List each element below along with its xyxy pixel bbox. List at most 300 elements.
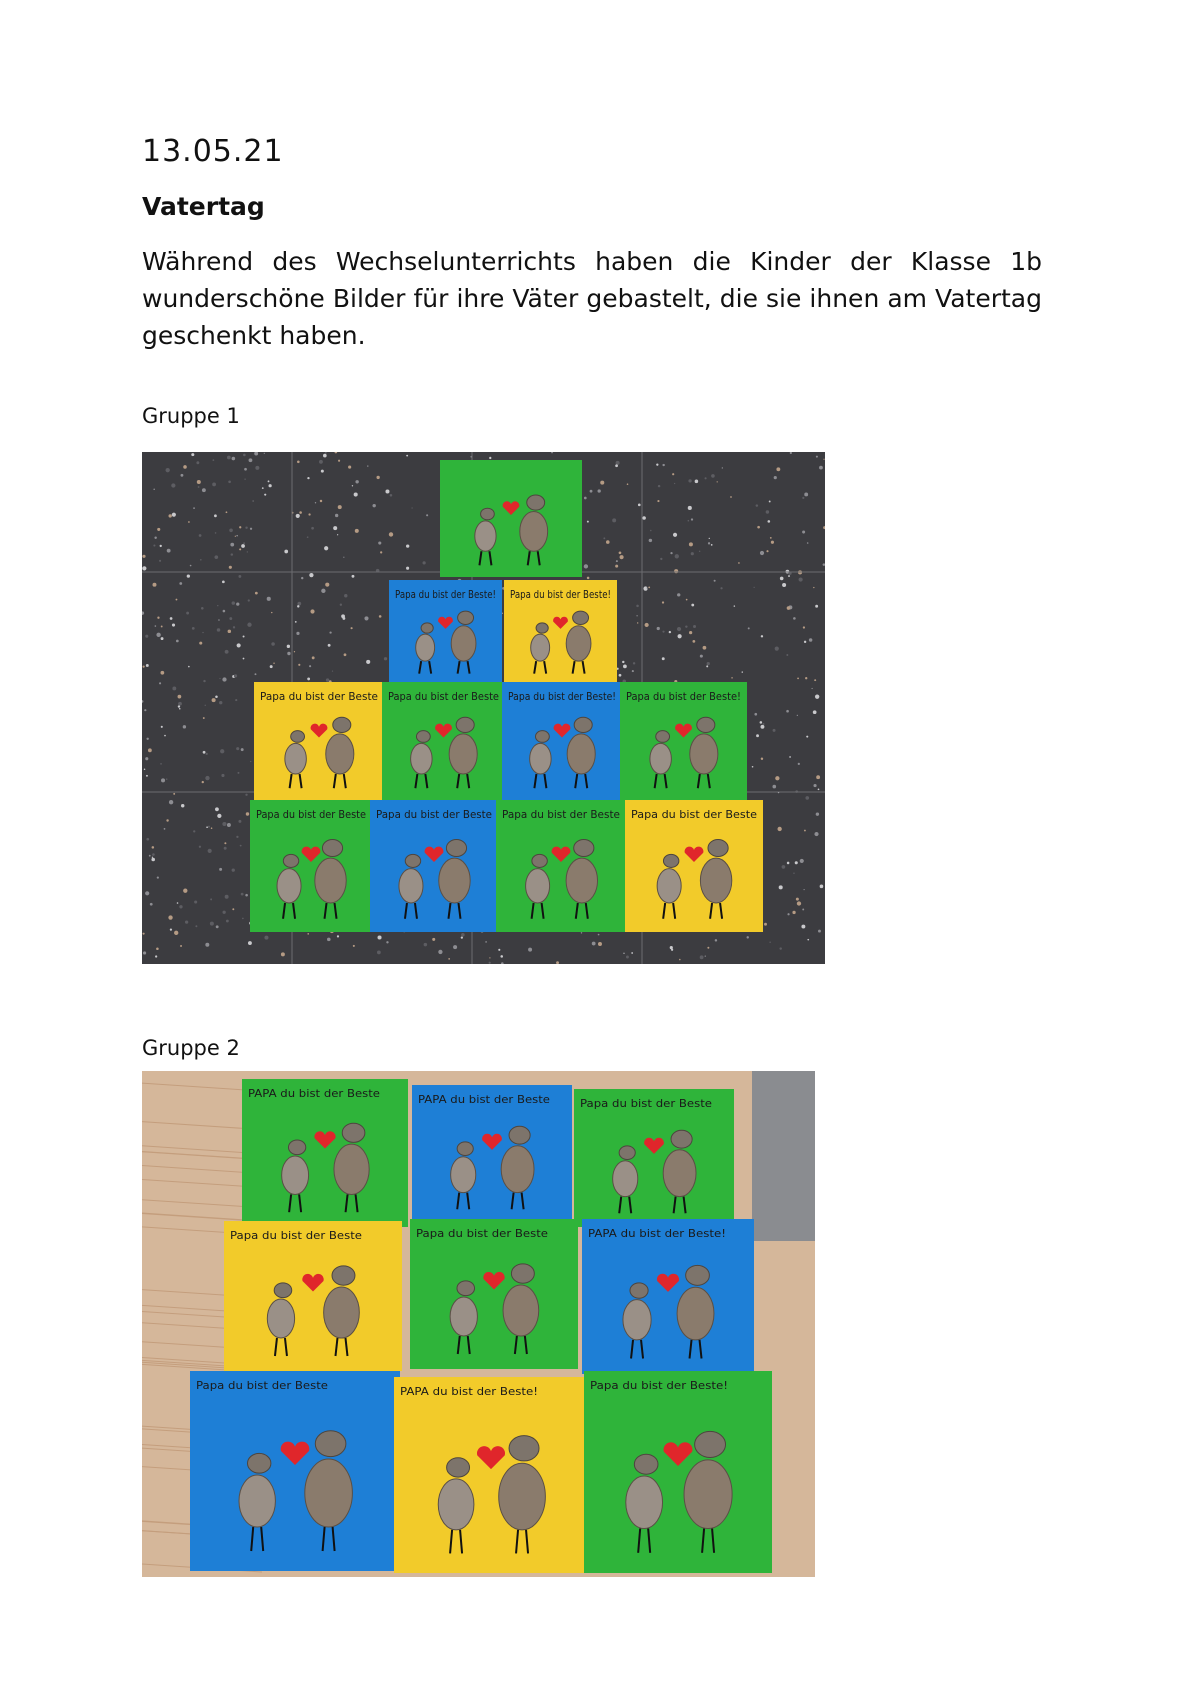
floor-speckle bbox=[761, 758, 763, 760]
floor-speckle bbox=[172, 623, 175, 626]
floor-speckle bbox=[268, 480, 270, 482]
floor-speckle bbox=[168, 514, 171, 517]
floor-speckle bbox=[264, 936, 268, 940]
floor-speckle bbox=[245, 894, 248, 897]
stone-head bbox=[248, 1453, 271, 1473]
stone-head bbox=[332, 1266, 355, 1285]
floor-speckle bbox=[779, 885, 783, 889]
tile-handwriting: Papa du bist der Beste bbox=[388, 690, 500, 703]
floor-speckle bbox=[615, 464, 618, 467]
tile-background bbox=[410, 1219, 578, 1369]
painted-tile bbox=[254, 682, 384, 800]
floor-speckle bbox=[250, 528, 252, 530]
floor-speckle bbox=[201, 607, 204, 610]
floor-speckle bbox=[787, 913, 789, 915]
floor-speckle bbox=[232, 868, 235, 871]
floor-speckle bbox=[815, 695, 819, 699]
floor-speckle bbox=[199, 534, 202, 537]
floor-speckle bbox=[782, 583, 786, 587]
stone-body bbox=[411, 743, 432, 774]
stone-head bbox=[291, 731, 305, 743]
floor-speckle bbox=[647, 587, 648, 588]
stone-head bbox=[458, 611, 474, 624]
floor-speckle bbox=[183, 889, 187, 893]
floor-speckle bbox=[633, 662, 635, 664]
floor-speckle bbox=[250, 761, 251, 762]
floor-speckle bbox=[656, 464, 658, 466]
floor-speckle bbox=[157, 617, 159, 619]
floor-speckle bbox=[228, 630, 231, 633]
floor-speckle bbox=[183, 465, 187, 469]
floor-speckle bbox=[747, 936, 749, 938]
floor-speckle bbox=[688, 506, 692, 510]
floor-speckle bbox=[385, 489, 389, 493]
floor-speckle bbox=[215, 807, 219, 811]
floor-speckle bbox=[152, 846, 155, 849]
floor-speckle bbox=[312, 656, 315, 659]
stone-body bbox=[690, 734, 718, 774]
floor-speckle bbox=[166, 468, 170, 472]
floor-speckle bbox=[711, 544, 713, 546]
floor-speckle bbox=[234, 674, 237, 677]
floor-speckle bbox=[645, 623, 649, 627]
stone-body bbox=[334, 1144, 369, 1194]
floor-speckle bbox=[426, 514, 428, 516]
floor-speckle bbox=[649, 539, 652, 542]
floor-speckle bbox=[378, 935, 382, 939]
floor-speckle bbox=[179, 905, 182, 908]
floor-speckle bbox=[308, 513, 310, 515]
floor-speckle bbox=[307, 536, 309, 538]
stone-body bbox=[324, 1287, 360, 1338]
stone-body bbox=[677, 1287, 714, 1340]
floor-speckle bbox=[273, 663, 274, 664]
floor-speckle bbox=[772, 785, 776, 789]
floor-speckle bbox=[390, 494, 393, 497]
floor-speckle bbox=[297, 602, 301, 606]
floor-speckle bbox=[191, 453, 194, 456]
floor-speckle bbox=[229, 529, 233, 533]
floor-speckle bbox=[194, 900, 197, 903]
floor-speckle bbox=[155, 625, 157, 627]
painted-tile bbox=[410, 1219, 578, 1369]
floor-speckle bbox=[814, 679, 816, 681]
floor-speckle bbox=[309, 665, 311, 667]
floor-speckle bbox=[769, 501, 771, 503]
floor-speckle bbox=[159, 560, 161, 562]
floor-speckle bbox=[161, 726, 163, 728]
floor-speckle bbox=[802, 531, 805, 534]
floor-speckle bbox=[804, 641, 806, 643]
tile-background bbox=[584, 1371, 772, 1573]
floor-speckle bbox=[818, 930, 821, 933]
floor-speckle bbox=[364, 616, 368, 620]
floor-speckle bbox=[284, 550, 288, 554]
floor-speckle bbox=[232, 908, 234, 910]
floor-speckle bbox=[798, 763, 800, 765]
floor-speckle bbox=[202, 781, 204, 783]
floor-speckle bbox=[325, 583, 329, 587]
floor-speckle bbox=[206, 753, 208, 755]
tile-handwriting: Papa du bist der Beste! bbox=[395, 588, 496, 601]
floor-speckle bbox=[183, 725, 186, 728]
stone-head bbox=[574, 717, 592, 732]
floor-speckle bbox=[166, 778, 168, 780]
floor-speckle bbox=[438, 950, 442, 954]
floor-speckle bbox=[229, 566, 232, 569]
floor-speckle bbox=[366, 660, 370, 664]
floor-speckle bbox=[307, 477, 309, 479]
stone-head bbox=[481, 508, 495, 520]
painted-tile bbox=[382, 682, 505, 800]
tile-background bbox=[190, 1371, 400, 1571]
tile-background bbox=[440, 460, 582, 577]
floor-speckle bbox=[662, 464, 664, 466]
floor-speckle bbox=[142, 555, 145, 558]
floor-speckle bbox=[146, 738, 148, 740]
floor-speckle bbox=[807, 542, 809, 544]
stone-body bbox=[416, 634, 435, 661]
floor-speckle bbox=[219, 701, 222, 704]
floor-speckle bbox=[226, 511, 228, 513]
floor-speckle bbox=[623, 664, 627, 668]
floor-speckle bbox=[379, 615, 382, 618]
floor-speckle bbox=[354, 492, 358, 496]
floor-speckle bbox=[143, 933, 145, 935]
tile-handwriting: PAPA du bist der Beste bbox=[248, 1087, 381, 1100]
stone-head bbox=[333, 717, 351, 732]
floor-speckle bbox=[384, 657, 387, 660]
floor-speckle bbox=[752, 766, 754, 768]
floor-speckle bbox=[171, 483, 175, 487]
floor-speckle bbox=[247, 623, 251, 627]
floor-speckle bbox=[239, 526, 241, 528]
floor-speckle bbox=[244, 468, 247, 471]
floor-speckle bbox=[202, 632, 203, 633]
floor-speckle bbox=[212, 698, 216, 702]
floor-speckle bbox=[715, 939, 717, 941]
floor-speckle bbox=[786, 654, 788, 656]
floor-speckle bbox=[145, 891, 149, 895]
floor-speckle bbox=[528, 948, 532, 952]
floor-speckle bbox=[662, 601, 664, 603]
floor-speckle bbox=[328, 644, 331, 647]
floor-speckle bbox=[797, 715, 798, 716]
floor-speckle bbox=[376, 476, 379, 479]
floor-speckle bbox=[337, 935, 339, 937]
stone-head bbox=[708, 839, 728, 856]
floor-speckle bbox=[423, 561, 426, 564]
floor-speckle bbox=[190, 565, 192, 567]
floor-speckle bbox=[432, 938, 435, 941]
floor-speckle bbox=[693, 625, 696, 628]
floor-speckle bbox=[818, 788, 820, 790]
floor-speckle bbox=[592, 942, 596, 946]
floor-speckle bbox=[584, 497, 587, 500]
stone-head bbox=[535, 731, 549, 743]
tile-handwriting: Papa du bist der Beste bbox=[260, 690, 379, 703]
painted-tile bbox=[394, 1377, 588, 1573]
floor-speckle bbox=[329, 631, 331, 633]
floor-speckle bbox=[771, 541, 774, 544]
floor-speckle bbox=[738, 562, 740, 564]
floor-speckle bbox=[321, 589, 325, 593]
painted-tile bbox=[412, 1085, 572, 1223]
floor-speckle bbox=[343, 557, 344, 558]
floor-speckle bbox=[792, 911, 795, 914]
floor-speckle bbox=[150, 903, 153, 906]
group-2-caption: Gruppe 2 bbox=[142, 1036, 240, 1060]
stone-head bbox=[322, 839, 342, 856]
floor-speckle bbox=[612, 518, 616, 522]
floor-speckle bbox=[598, 489, 601, 492]
group-2-photo bbox=[142, 1071, 815, 1577]
floor-speckle bbox=[164, 735, 166, 737]
floor-speckle bbox=[787, 862, 790, 865]
floor-speckle bbox=[195, 925, 197, 927]
floor-speckle bbox=[228, 480, 231, 483]
floor-speckle bbox=[217, 628, 220, 631]
floor-speckle bbox=[199, 642, 202, 645]
floor-speckle bbox=[202, 488, 206, 492]
floor-speckle bbox=[232, 601, 235, 604]
floor-speckle bbox=[780, 577, 784, 581]
tile-handwriting: PAPA du bist der Beste bbox=[418, 1093, 551, 1106]
floor-speckle bbox=[793, 617, 796, 620]
floor-speckle bbox=[243, 454, 246, 457]
tile-background bbox=[394, 1377, 588, 1573]
floor-speckle bbox=[297, 461, 300, 464]
floor-speckle bbox=[172, 513, 176, 517]
floor-speckle bbox=[225, 650, 229, 654]
floor-speckle bbox=[674, 483, 675, 484]
floor-speckle bbox=[161, 637, 164, 640]
floor-speckle bbox=[148, 748, 152, 752]
floor-speckle bbox=[178, 705, 180, 707]
floor-speckle bbox=[717, 481, 718, 482]
floor-speckle bbox=[271, 642, 275, 646]
floor-speckle bbox=[774, 476, 777, 479]
floor-speckle bbox=[236, 836, 238, 838]
floor-speckle bbox=[326, 678, 329, 681]
stone-body bbox=[566, 858, 597, 903]
floor-speckle bbox=[389, 532, 393, 536]
floor-speckle bbox=[196, 461, 199, 464]
floor-speckle bbox=[255, 466, 259, 470]
floor-speckle bbox=[210, 922, 214, 926]
floor-speckle bbox=[297, 605, 299, 607]
floor-speckle bbox=[267, 597, 271, 601]
floor-speckle bbox=[498, 949, 500, 951]
floor-speckle bbox=[296, 632, 299, 635]
floor-speckle bbox=[705, 477, 707, 479]
stone-head bbox=[446, 839, 466, 856]
floor-speckle bbox=[688, 520, 690, 522]
floor-speckle bbox=[766, 550, 768, 552]
floor-speckle bbox=[153, 489, 154, 490]
floor-speckle bbox=[241, 893, 244, 896]
floor-speckle bbox=[813, 784, 816, 787]
stone-body bbox=[475, 521, 496, 551]
floor-speckle bbox=[173, 793, 175, 795]
floor-speckle bbox=[642, 516, 646, 520]
stone-body bbox=[650, 743, 671, 774]
floor-speckle bbox=[344, 594, 347, 597]
stone-head bbox=[573, 611, 589, 624]
floor-speckle bbox=[801, 925, 805, 929]
floor-speckle bbox=[587, 577, 590, 580]
floor-speckle bbox=[461, 933, 465, 937]
floor-speckle bbox=[461, 936, 463, 938]
stone-head bbox=[630, 1283, 648, 1298]
floor-speckle bbox=[153, 583, 157, 587]
stone-body bbox=[700, 858, 731, 903]
floor-speckle bbox=[179, 582, 182, 585]
floor-speckle bbox=[581, 932, 582, 933]
floor-speckle bbox=[170, 929, 172, 931]
floor-speckle bbox=[803, 626, 805, 628]
painted-tile bbox=[496, 800, 626, 932]
floor-speckle bbox=[636, 605, 639, 608]
floor-speckle bbox=[584, 564, 588, 568]
floor-speckle bbox=[197, 480, 201, 484]
floor-speckle bbox=[174, 931, 178, 935]
painted-tile bbox=[582, 1219, 754, 1374]
floor-speckle bbox=[301, 577, 303, 579]
floor-speckle bbox=[689, 631, 692, 634]
floor-speckle bbox=[807, 939, 809, 941]
floor-speckle bbox=[748, 627, 750, 629]
floor-speckle bbox=[144, 768, 146, 770]
floor-speckle bbox=[638, 504, 641, 507]
floor-speckle bbox=[142, 566, 146, 570]
floor-speckle bbox=[244, 478, 245, 479]
floor-speckle bbox=[332, 671, 333, 672]
floor-speckle bbox=[245, 794, 247, 796]
floor-speckle bbox=[603, 537, 605, 539]
floor-speckle bbox=[598, 934, 600, 936]
stone-head bbox=[527, 495, 545, 510]
floor-speckle bbox=[730, 496, 732, 498]
floor-speckle bbox=[703, 646, 707, 650]
floor-speckle bbox=[235, 699, 237, 701]
stone-head bbox=[663, 854, 678, 867]
floor-speckle bbox=[294, 651, 295, 652]
floor-speckle bbox=[243, 635, 245, 637]
stone-body bbox=[613, 1161, 638, 1197]
floor-speckle bbox=[238, 820, 241, 823]
floor-speckle bbox=[214, 514, 217, 517]
stone-body bbox=[499, 1463, 546, 1530]
floor-speckle bbox=[247, 551, 248, 552]
floor-speckle bbox=[186, 612, 189, 615]
floor-speckle bbox=[146, 664, 149, 667]
floor-speckle bbox=[802, 908, 804, 910]
tile-handwriting: Papa du bist der Beste bbox=[580, 1097, 713, 1110]
floor-speckle bbox=[229, 617, 232, 620]
floor-speckle bbox=[212, 482, 216, 486]
stone-body bbox=[305, 1459, 353, 1527]
floor-speckle bbox=[734, 605, 735, 606]
stone-head bbox=[342, 1123, 365, 1142]
floor-speckle bbox=[224, 847, 227, 850]
floor-speckle bbox=[161, 778, 165, 782]
floor-speckle bbox=[340, 604, 342, 606]
floor-speckle bbox=[793, 873, 794, 874]
floor-speckle bbox=[820, 885, 824, 889]
floor-speckle bbox=[804, 493, 808, 497]
floor-speckle bbox=[691, 552, 694, 555]
floor-speckle bbox=[205, 705, 206, 706]
floor-speckle bbox=[351, 627, 353, 629]
floor-speckle bbox=[692, 640, 695, 643]
floor-speckle bbox=[281, 952, 285, 956]
floor-speckle bbox=[198, 486, 200, 488]
floor-speckle bbox=[342, 617, 345, 620]
floor-speckle bbox=[797, 901, 801, 905]
background-wall bbox=[752, 1071, 815, 1241]
floor-speckle bbox=[325, 452, 327, 454]
floor-speckle bbox=[262, 487, 264, 489]
floor-speckle bbox=[208, 826, 210, 828]
stone-body bbox=[657, 869, 681, 903]
stone-body bbox=[438, 1479, 474, 1530]
floor-speckle bbox=[295, 621, 297, 623]
floor-speckle bbox=[813, 710, 817, 714]
floor-speckle bbox=[255, 673, 257, 675]
floor-speckle bbox=[287, 645, 290, 648]
floor-speckle bbox=[691, 604, 694, 607]
floor-speckle bbox=[675, 554, 679, 558]
painted-tile bbox=[242, 1079, 408, 1227]
floor-speckle bbox=[700, 655, 703, 658]
stone-body bbox=[267, 1299, 294, 1338]
stone-body bbox=[282, 1156, 309, 1194]
floor-speckle bbox=[160, 671, 164, 675]
floor-speckle bbox=[804, 830, 806, 832]
page-title: Vatertag bbox=[142, 192, 265, 221]
floor-speckle bbox=[153, 544, 155, 546]
floor-speckle bbox=[203, 751, 206, 754]
floor-speckle bbox=[319, 460, 323, 464]
stone-body bbox=[451, 1157, 476, 1193]
floor-speckle bbox=[706, 665, 708, 667]
floor-speckle bbox=[192, 627, 195, 630]
floor-speckle bbox=[637, 622, 638, 623]
floor-speckle bbox=[270, 665, 273, 668]
floor-speckle bbox=[677, 627, 681, 631]
floor-speckle bbox=[674, 569, 678, 573]
floor-speckle bbox=[242, 918, 244, 920]
floor-speckle bbox=[246, 812, 249, 815]
stone-head bbox=[697, 717, 715, 732]
floor-speckle bbox=[619, 551, 622, 554]
floor-speckle bbox=[689, 542, 693, 546]
floor-speckle bbox=[805, 677, 807, 679]
stone-head bbox=[421, 623, 433, 633]
floor-speckle bbox=[648, 586, 650, 588]
floor-speckle bbox=[180, 945, 182, 947]
painted-tile bbox=[389, 580, 502, 684]
stone-body bbox=[567, 734, 595, 774]
stone-head bbox=[532, 854, 547, 867]
floor-speckle bbox=[670, 552, 672, 554]
floor-speckle bbox=[800, 859, 804, 863]
floor-speckle bbox=[215, 695, 218, 698]
floor-speckle bbox=[813, 587, 814, 588]
floor-speckle bbox=[307, 933, 309, 935]
floor-speckle bbox=[146, 775, 148, 777]
